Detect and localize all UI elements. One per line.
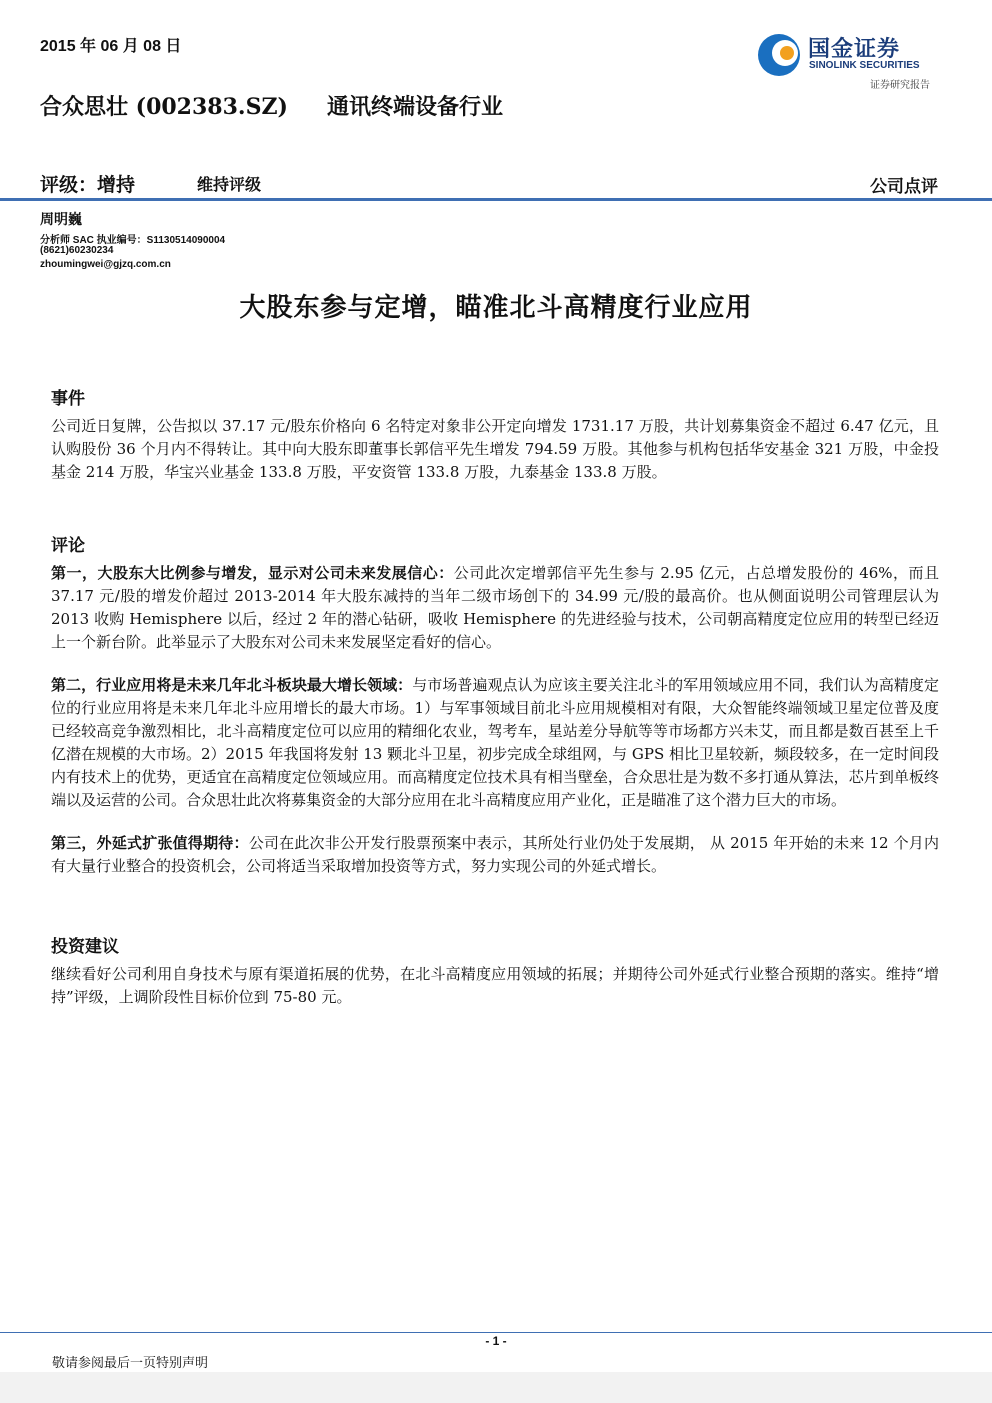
advice-section	[51, 932, 939, 1009]
footer-divider	[0, 1332, 992, 1333]
analyst-email[interactable]: zhoumingwei@gjzq.com.cn	[40, 259, 171, 270]
comment-point-1-lead: 第一，大股东大比例参与增发，显示对公司未来发展信心：	[51, 564, 454, 582]
event-section	[51, 384, 939, 484]
header-divider	[0, 198, 992, 201]
sinolink-logo-icon	[756, 32, 802, 78]
comment-point-2-lead: 第二，行业应用将是未来几年北斗板块最大增长领域：	[51, 676, 413, 694]
logo-text-en: SINOLINK SECURITIES	[809, 60, 920, 71]
advice-text: 继续看好公司利用自身技术与原有渠道拓展的优势，在北斗高精度应用领域的拓展；并期待公司外延式行业整合预期的落实。维持“增持”评级，上调阶段性目标价位到 75-80 元。	[51, 965, 939, 1006]
comment-section	[51, 531, 939, 878]
advice-title: 投资建议	[51, 937, 119, 957]
page-number: - 1 -	[485, 1334, 507, 1348]
logo-text-cn: 国金证券	[808, 37, 901, 62]
logo-subtitle: 证券研究报告	[870, 80, 930, 91]
analyst-name: 周明巍	[40, 212, 82, 228]
comment-title: 评论	[51, 536, 85, 556]
industry-name: 通讯终端设备行业	[327, 94, 504, 120]
report-type: 公司点评	[870, 177, 938, 197]
rating-label: 评级：增持	[40, 174, 136, 196]
report-date: 2015 年 06 月 08 日	[40, 38, 182, 55]
comment-point-3-text: 公司在此次非公开发行股票预案中表示，其所处行业仍处于发展期， 从 2015 年开始的未来 12 个月内有大量行业整合的投资机会，公司将适当采取增加投资等方式，努力实现公司的外延式增长。	[51, 834, 939, 875]
comment-point-1-text: 公司此次定增郭信平先生参与 2.95 亿元，占总增发股份的 46%，而且 37.17 元/股的增发价超过 2013-2014 年大股东减持的当年二级市场创下的 34.99 元/股的最高价。也从侧面说明公司管理层认为 2013 收购 Hemisphere 以后，经过 2 年的潜心钻研，吸收 Hemisphere 的先进经验与技术，公司朝高精度定位应用的转型已经迈上一个新台阶。此举显示了大股东对公司未来发展坚定看好的信心。	[51, 564, 939, 651]
report-headline: 大股东参与定增，瞄准北斗高精度行业应用	[239, 293, 753, 323]
company-logo	[756, 30, 946, 90]
bottom-band	[0, 1372, 992, 1403]
rating-action: 维持评级	[197, 175, 262, 194]
comment-point-1	[51, 562, 939, 654]
event-title: 事件	[51, 389, 85, 409]
comment-point-2	[51, 674, 939, 812]
comment-point-3-lead: 第三，外延式扩张值得期待：	[51, 834, 249, 852]
stock-name: 合众思壮 (002383.SZ)	[40, 94, 288, 120]
comment-point-2-text: 与市场普遍观点认为应该主要关注北斗的军用领域应用不同，我们认为高精度定位的行业应用将是未来几年北斗应用增长的最大市场。1）与军事领域目前北斗应用规模相对有限，大众智能终端领域卫星定位普及度已经较高竞争激烈相比，北斗高精度定位可以应用的精细化农业，驾考车，星站差分导航等等市场都方兴未艾，而且都是数百甚至上千亿潜在规模的大市场。2）2015 年我国将发射 13 颗北斗卫星，初步完成全球组网，与 GPS 相比卫星较新，频段较多，在一定时间段内有技术上的优势，更适宜在高精度定位领域应用。而高精度定位技术具有相当壁垒，合众思壮是为数不多打通从算法，芯片到单板终端以及运营的公司。合众思壮此次将募集资金的大部分应用在北斗高精度应用产业化，正是瞄准了这个潜力巨大的市场。	[51, 676, 940, 809]
footer-disclaimer: 敬请参阅最后一页特别声明	[52, 1356, 209, 1371]
comment-point-3	[51, 832, 939, 878]
event-text: 公司近日复牌，公告拟以 37.17 元/股东价格向 6 名特定对象非公开定向增发 1731.17 万股，共计划募集资金不超过 6.47 亿元，且认购股份 36 个月内不得转让。其中向大股东即董事长郭信平先生增发 794.59 万股。其他参与机构包括华安基金 321 万股，中金投基金 214 万股，华宝兴业基金 133.8 万股，平安资管 133.8 万股，九泰基金 133.8 万股。	[51, 417, 939, 481]
analyst-phone: (8621)60230234	[40, 245, 114, 256]
analyst-sac: 分析师 SAC 执业编号：S1130514090004	[40, 235, 226, 246]
